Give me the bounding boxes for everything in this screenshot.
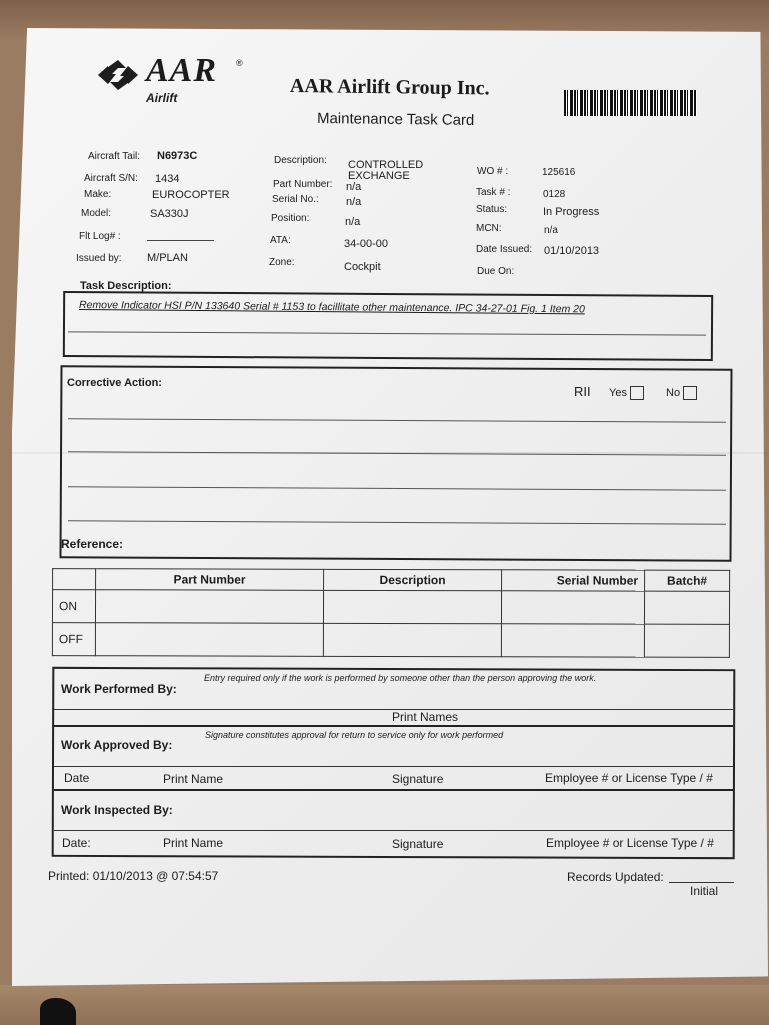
date-issued-label: Date Issued:	[476, 244, 533, 255]
task-description-text: Remove Indicator HSI P/N 133640 Serial # 1153 to facillitate other maintenance. IPC 34-27-01 Fig. 1 Item 20	[78, 299, 585, 316]
parts-row-label-on: ON	[52, 590, 95, 623]
performed-note: Entry required only if the work is performed by someone other than the person approving the work.	[204, 673, 597, 683]
print-name-label-1: Print Name	[163, 772, 224, 786]
parts-cell[interactable]	[644, 624, 729, 657]
wo-value: 125616	[542, 167, 576, 178]
ata-label: ATA:	[270, 235, 291, 246]
print-name-label-2: Print Name	[163, 836, 224, 850]
signoff-rule-5	[54, 830, 733, 831]
records-updated-line	[669, 882, 734, 883]
flt-log-label: Flt Log# :	[79, 231, 121, 242]
signoff-rule-3	[54, 766, 733, 767]
parts-cell[interactable]	[323, 590, 501, 623]
flt-log-line	[147, 240, 214, 241]
employee-label-2: Employee # or License Type / #	[546, 836, 714, 850]
barcode	[564, 90, 697, 116]
table-row	[52, 590, 729, 625]
issued-by-value: M/PLAN	[147, 252, 188, 264]
issued-by-label: Issued by:	[76, 253, 122, 264]
employee-label-1: Employee # or License Type / #	[545, 771, 713, 785]
rii-yes-checkbox[interactable]	[630, 386, 644, 400]
work-inspected-label: Work Inspected By:	[61, 803, 173, 817]
aircraft-tail-value: N6973C	[157, 150, 198, 162]
parts-cell[interactable]	[644, 591, 729, 624]
zone-value: Cockpit	[344, 261, 381, 273]
serial-no-value: n/a	[346, 196, 362, 208]
parts-cell[interactable]	[501, 624, 644, 657]
part-number-value: n/a	[346, 181, 362, 193]
table-row	[52, 623, 729, 658]
position-value: n/a	[345, 216, 361, 228]
status-value: In Progress	[543, 206, 600, 218]
parts-row-label-off: OFF	[52, 623, 95, 656]
description-value-1: CONTROLLED	[348, 159, 424, 171]
date-label-1: Date	[64, 771, 90, 785]
card-title: Maintenance Task Card	[316, 110, 475, 129]
part-number-label: Part Number:	[273, 179, 333, 190]
wo-label: WO # :	[477, 166, 509, 177]
parts-cell[interactable]	[95, 623, 323, 657]
printed-timestamp: Printed: 01/10/2013 @ 07:54:57	[48, 869, 219, 883]
initial-label: Initial	[690, 884, 719, 898]
mcn-value: n/a	[544, 225, 558, 236]
records-updated-label: Records Updated:	[567, 870, 664, 884]
date-issued-value: 01/10/2013	[544, 245, 600, 257]
rii-yes-option[interactable]	[609, 386, 644, 400]
corrective-action-label: Corrective Action:	[67, 377, 162, 389]
rii-label: RII	[574, 384, 591, 399]
work-approved-label: Work Approved By:	[61, 738, 173, 752]
aircraft-sn-value: 1434	[155, 173, 180, 185]
parts-table	[52, 568, 730, 658]
signoff-rule-2	[54, 725, 733, 727]
status-label: Status:	[476, 204, 508, 215]
position-label: Position:	[271, 213, 310, 224]
parts-header-serial-number: Serial Number	[502, 570, 645, 591]
signoff-rule-4	[54, 789, 733, 791]
model-label: Model:	[81, 208, 112, 219]
rii-no-option[interactable]	[666, 386, 697, 400]
description-label: Description:	[274, 155, 327, 166]
rii-no-checkbox[interactable]	[683, 386, 697, 400]
table-surface-bottom	[0, 985, 769, 1025]
parts-header-description: Description	[324, 569, 502, 590]
signature-label-2: Signature	[392, 837, 444, 851]
serial-no-label: Serial No.:	[272, 194, 319, 205]
parts-header-batch: Batch#	[645, 570, 730, 591]
rii-no-label: No	[666, 386, 681, 399]
mcn-label: MCN:	[476, 223, 502, 234]
rii-yes-label: Yes	[609, 386, 627, 399]
work-performed-label: Work Performed By:	[61, 682, 177, 696]
aircraft-tail-label: Aircraft Tail:	[88, 151, 141, 162]
company-name: AAR Airlift Group Inc.	[289, 75, 490, 100]
parts-cell[interactable]	[323, 623, 501, 656]
parts-header-blank	[53, 569, 96, 590]
task-description-label: Task Description:	[80, 280, 172, 292]
parts-cell[interactable]	[95, 590, 323, 624]
logo-text: AAR	[146, 52, 218, 89]
dark-object	[40, 998, 76, 1025]
parts-table-header	[53, 569, 730, 592]
ata-value: 34-00-00	[344, 238, 389, 250]
due-on-label: Due On:	[477, 266, 515, 277]
parts-cell[interactable]	[501, 591, 644, 624]
date-label-2: Date:	[62, 836, 91, 850]
signature-label-1: Signature	[392, 772, 444, 786]
registered-mark: ®	[236, 58, 243, 68]
reference-label: Reference:	[61, 537, 124, 551]
task-number-value: 0128	[543, 189, 566, 200]
logo-subtitle: Airlift	[146, 91, 178, 105]
description-value-2: EXCHANGE	[348, 170, 410, 182]
approved-note: Signature constitutes approval for return to service only for work performed	[205, 730, 504, 740]
make-value: EUROCOPTER	[152, 189, 230, 201]
aircraft-sn-label: Aircraft S/N:	[84, 173, 138, 184]
zone-label: Zone:	[269, 257, 295, 268]
task-number-label: Task # :	[476, 187, 511, 198]
model-value: SA330J	[150, 208, 189, 220]
make-label: Make:	[84, 189, 112, 200]
print-names-label: Print Names	[392, 710, 459, 724]
parts-header-part-number: Part Number	[96, 569, 324, 591]
aar-logo-icon	[96, 58, 140, 92]
